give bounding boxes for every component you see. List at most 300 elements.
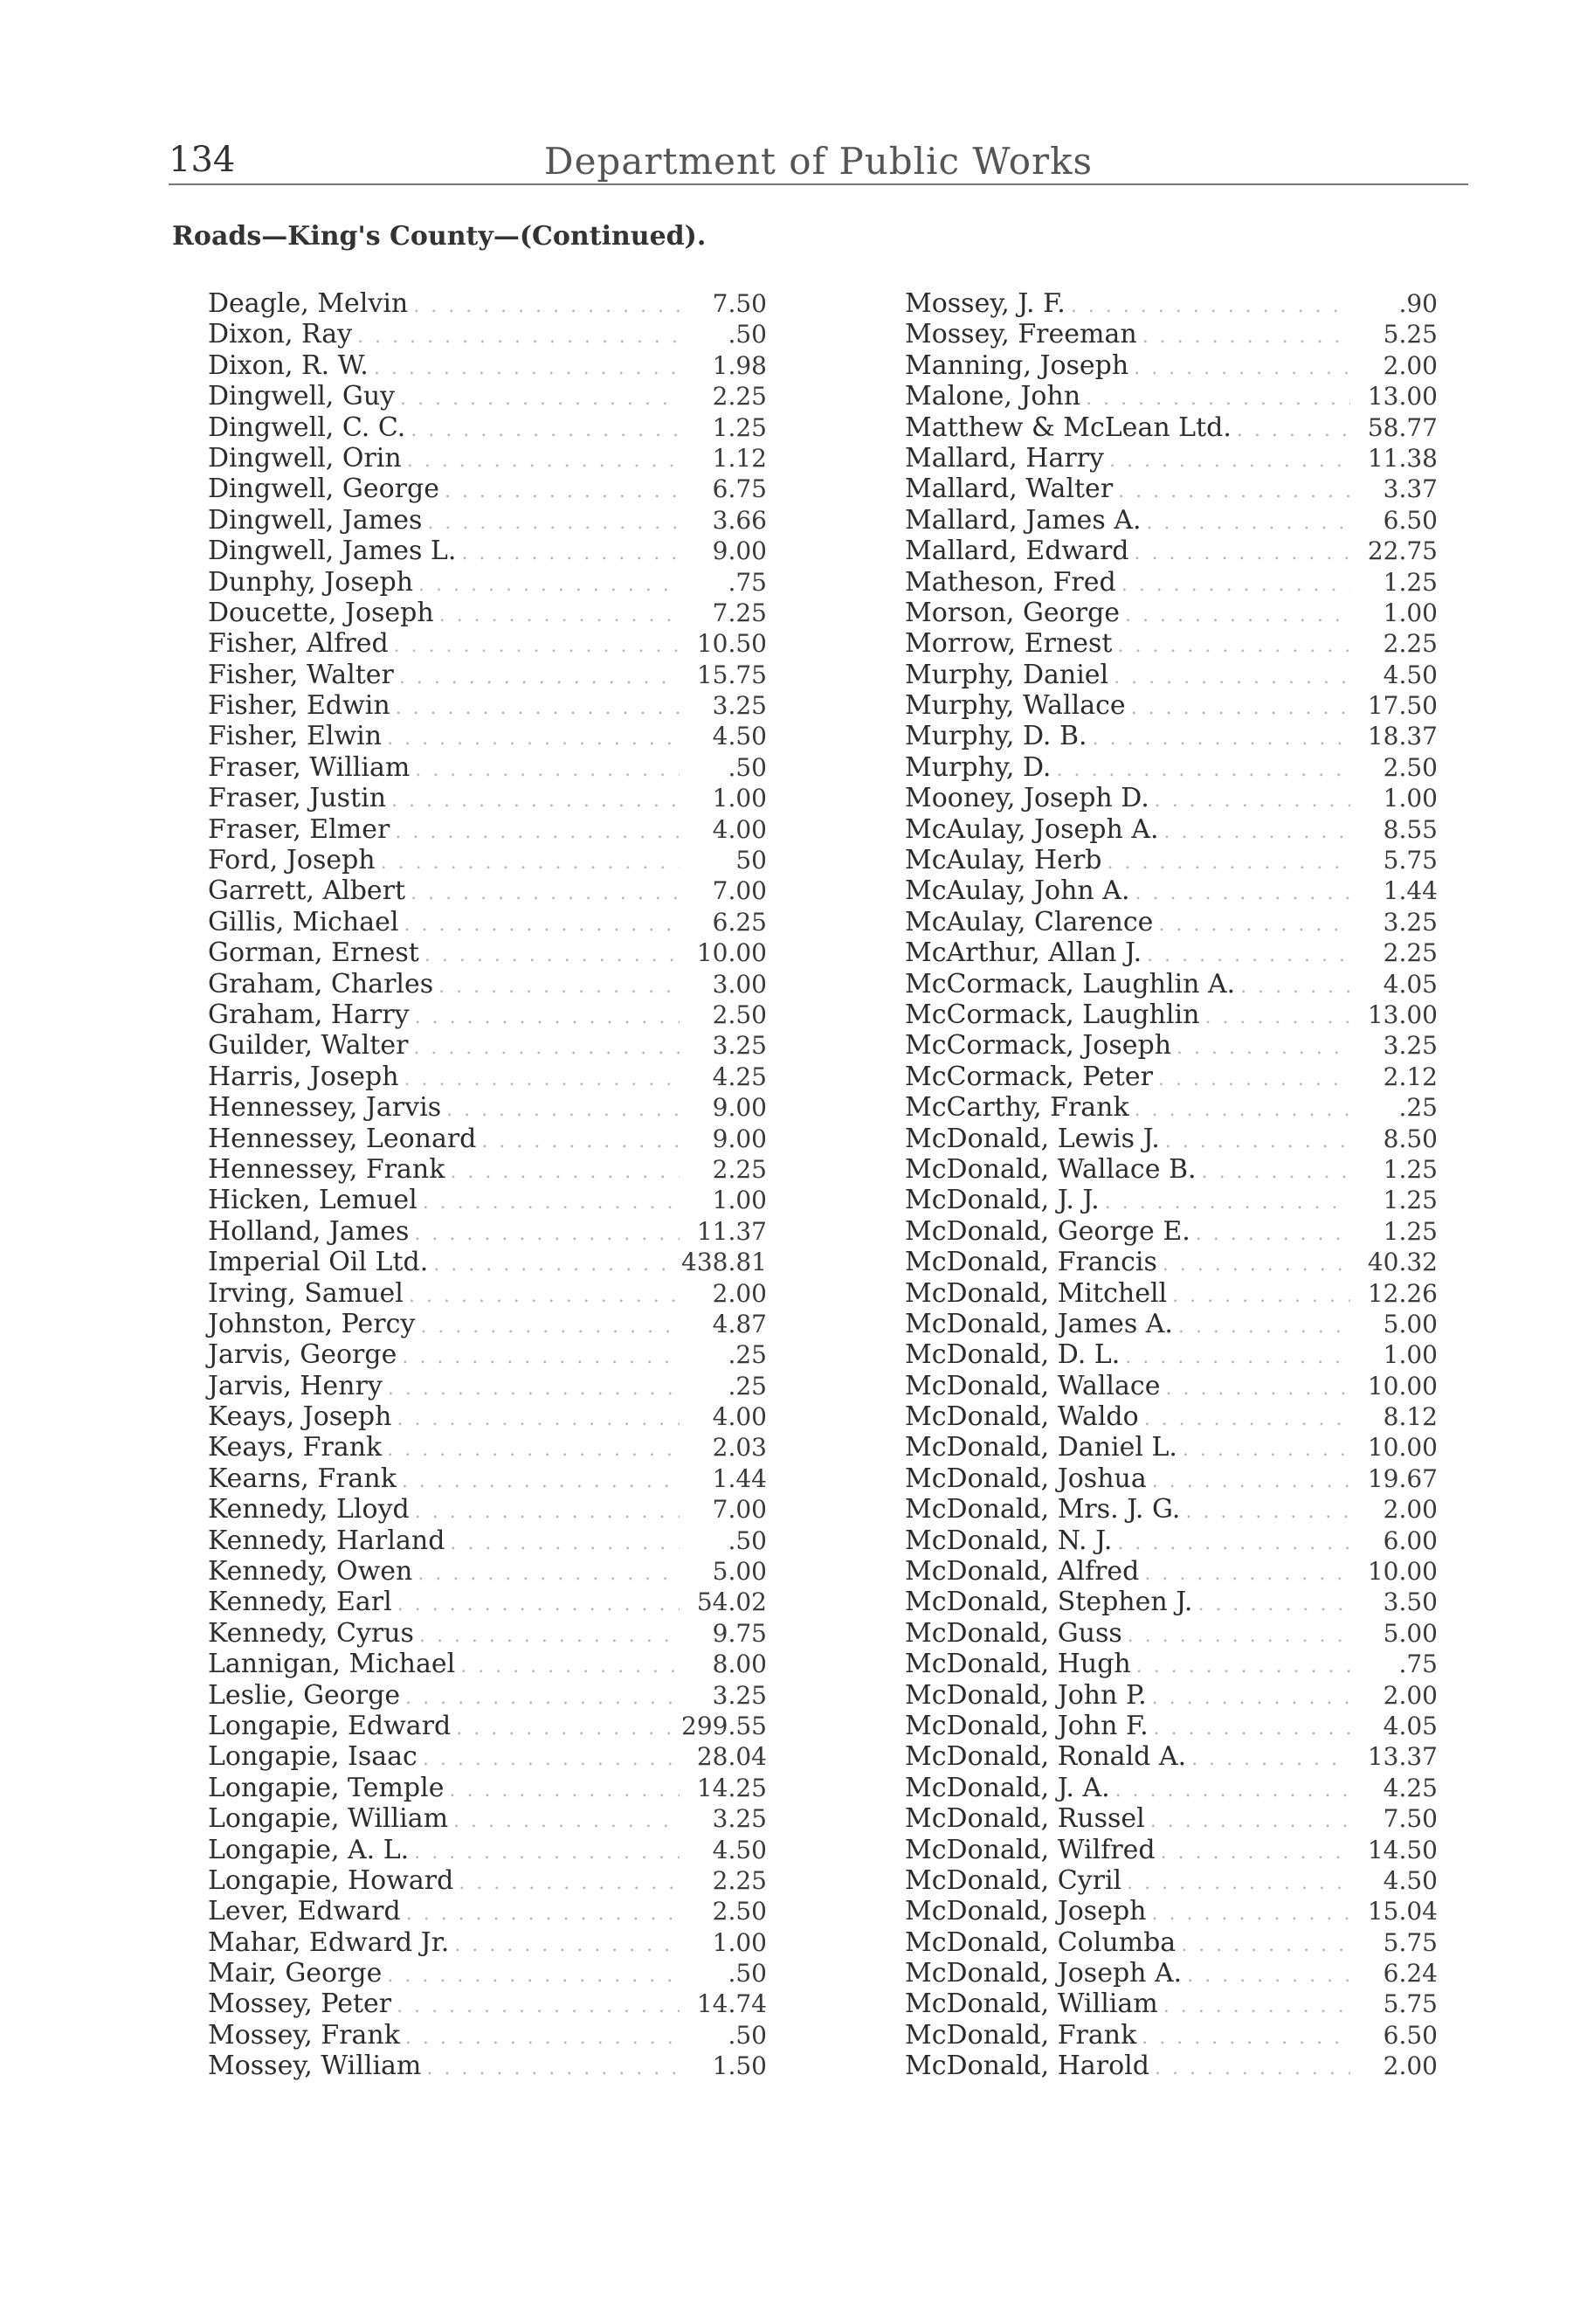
payment-amount: 2.25 [1383,629,1438,659]
dot-leader [1160,1126,1350,1157]
payee-name: Leslie, George [208,1679,401,1711]
payee-name: Johnston, Percy [208,1308,416,1339]
payee-name: McDonald, Waldo [905,1401,1139,1433]
payment-amount: 3.25 [1383,1031,1438,1061]
payment-amount: 1.00 [712,1186,767,1215]
ledger-row [905,1835,1438,1865]
dot-leader [386,785,680,816]
payee-name: Ford, Joseph [208,845,376,876]
dot-leader [1153,1064,1350,1095]
ledger-row [208,1803,767,1834]
payee-name: Garrett, Albert [208,875,406,907]
payment-amount: 2.00 [1383,1495,1438,1525]
payment-amount: 15.75 [696,660,767,689]
dot-leader [400,2023,680,2053]
payment-amount: 7.50 [712,289,767,318]
ledger-row [905,1773,1438,1803]
ledger-row [208,1062,767,1092]
payment-amount: 3.50 [1383,1587,1438,1617]
ledger-row [905,1432,1438,1463]
ledger-row [208,875,767,906]
payee-name: Longapie, Howard [208,1864,454,1896]
ledger-row [208,690,767,721]
payee-name: Fisher, Alfred [208,628,389,660]
dot-leader [1108,662,1350,693]
dot-leader [410,755,680,785]
ledger-row [208,1247,767,1277]
payment-amount: 5.25 [1383,320,1438,349]
payee-name: Doucette, Joseph [208,597,434,628]
payment-amount: 54.02 [696,1587,767,1617]
ledger-row [905,536,1438,566]
ledger-row [905,1247,1438,1277]
payee-name: McDonald, John F. [905,1710,1149,1741]
ledger-row [208,350,767,381]
payee-name: McAulay, Joseph A. [905,813,1159,845]
dot-leader [1235,972,1350,1002]
payment-amount: 10.00 [1367,1371,1438,1401]
payee-name: Murphy, Daniel [905,659,1109,690]
dot-leader [398,910,680,940]
dot-leader [1100,1187,1350,1218]
payment-amount: 4.05 [1383,1711,1438,1740]
payee-name: McCormack, Peter [905,1061,1154,1092]
payment-amount: 2.12 [1383,1062,1438,1091]
payee-name: Dingwell, C. C. [208,412,406,443]
payee-name: McCormack, Laughlin [905,999,1200,1030]
dot-leader [369,353,680,384]
payment-amount: .75 [1398,1650,1438,1679]
payee-name: Mossey, Frank [208,2019,400,2051]
payment-amount: 1.98 [712,350,767,380]
ledger-row [208,1030,767,1061]
dot-leader [399,1064,680,1095]
dot-leader [395,384,680,414]
ledger-row [208,1865,767,1896]
payee-name: McDonald, Wallace [905,1370,1161,1401]
dot-leader [1129,538,1350,569]
payee-name: Mahar, Edward Jr. [208,1926,450,1958]
payment-amount: .50 [728,2020,767,2050]
payee-name: Mallard, Walter [905,474,1114,505]
left-ledger-column [208,288,767,2082]
dot-leader [428,1249,680,1280]
payment-amount: 6.00 [1383,1525,1438,1555]
payment-amount: 1.25 [1383,1216,1438,1246]
payment-amount: .50 [728,320,767,349]
payment-amount: 2.00 [1383,1680,1438,1710]
payment-amount: .90 [1398,289,1438,318]
payment-amount: 1.25 [1383,567,1438,597]
payee-name: Lannigan, Michael [208,1649,456,1680]
dot-leader [1180,1497,1350,1527]
ledger-row [208,1309,767,1339]
ledger-row [208,1339,767,1370]
payment-amount: 9.00 [712,1124,767,1153]
payee-name: Dixon, Ray [208,319,353,350]
dot-leader [419,940,680,971]
payment-amount: 2.25 [1383,938,1438,968]
ledger-row [905,752,1438,783]
payee-name: McDonald, J. J. [905,1185,1100,1216]
ledger-row [208,845,767,875]
header-rule [169,183,1468,185]
payee-name: Keays, Frank [208,1432,383,1463]
ledger-row [905,474,1438,504]
ledger-row [208,1216,767,1247]
payment-amount: 2.00 [1383,350,1438,380]
dot-leader [1232,415,1350,446]
dot-leader [382,1961,680,1991]
ledger-row [208,783,767,813]
payee-name: Murphy, Wallace [905,690,1126,722]
dot-leader [1190,1219,1350,1249]
payee-name: Matheson, Fred [905,566,1116,598]
dot-leader [1159,817,1350,847]
ledger-row [905,1711,1438,1741]
payment-amount: 13.00 [1367,382,1438,412]
payee-name: Fisher, Walter [208,659,394,690]
payee-name: McAulay, Clarence [905,906,1154,937]
ledger-row [208,1525,767,1556]
ledger-row [905,567,1438,598]
page-header [169,140,1468,183]
payee-name: Holland, James [208,1215,410,1247]
payment-amount: 2.25 [712,1154,767,1184]
ledger-row [905,1124,1438,1154]
payee-name: McArthur, Allan J. [905,937,1142,969]
payment-amount: 1.25 [1383,1154,1438,1184]
payment-amount: 40.32 [1367,1248,1438,1277]
payee-name: Mallard, Edward [905,536,1129,567]
ledger-row [905,1865,1438,1896]
dot-leader [455,1651,680,1682]
payee-name: McCarthy, Frank [905,1092,1129,1124]
dot-leader [422,508,680,538]
ledger-row [208,1649,767,1679]
payee-name: McDonald, Wilfred [905,1834,1156,1865]
payment-amount: 14.50 [1367,1835,1438,1864]
payment-amount: 6.24 [1383,1959,1438,1989]
ledger-row [208,412,767,443]
dot-leader [413,570,680,600]
running-title: Department of Public Works [543,140,1094,183]
ledger-row [905,845,1438,875]
payee-name: McDonald, Ronald A. [905,1741,1187,1773]
payment-amount: 4.50 [1383,660,1438,689]
ledger-row [208,1927,767,1958]
payment-amount: 50 [735,846,767,875]
dot-leader [451,1713,680,1744]
payee-name: Graham, Charles [208,968,434,999]
payment-amount: 8.00 [712,1650,767,1679]
payee-name: Morrow, Ernest [905,628,1113,660]
payment-amount: 4.25 [1383,1773,1438,1802]
dot-leader [1156,1837,1350,1868]
ledger-row [208,1463,767,1494]
ledger-row [208,660,767,690]
payment-amount: 1.25 [1383,1186,1438,1215]
ledger-row [208,505,767,536]
ledger-row [905,1309,1438,1339]
payee-name: McDonald, Joseph [905,1896,1147,1927]
payee-name: McDonald, Frank [905,2019,1137,2051]
dot-leader [1110,1775,1350,1806]
dot-leader [391,1991,680,2022]
payee-name: McAulay, John A. [905,875,1130,907]
dot-leader [410,1002,680,1033]
ledger-row [208,1278,767,1309]
payee-name: Fraser, Elmer [208,813,390,845]
payment-amount: 19.67 [1367,1463,1438,1493]
dot-leader [397,1342,680,1373]
ledger-row [905,1587,1438,1617]
payee-name: McDonald, Daniel L. [905,1432,1177,1463]
dot-leader [1128,353,1350,384]
payment-amount: 4.50 [712,1835,767,1864]
payment-amount: 13.37 [1367,1742,1438,1772]
dot-leader [1158,1991,1350,2022]
payment-amount: 5.75 [1383,1927,1438,1957]
payment-amount: 3.00 [712,969,767,999]
dot-leader [1139,1559,1350,1589]
payee-name: McDonald, Cyril [905,1864,1122,1896]
ledger-row [905,875,1438,906]
dot-leader [397,1466,680,1497]
payee-name: Hicken, Lemuel [208,1185,417,1216]
dot-leader [1101,847,1350,878]
payee-name: McDonald, Mitchell [905,1277,1168,1309]
ledger-row [208,814,767,845]
dot-leader [439,476,680,507]
payee-name: McDonald, Joshua [905,1463,1147,1494]
dot-leader [415,1311,680,1342]
payment-amount: .75 [728,567,767,597]
dot-leader [433,972,680,1002]
ledger-row [208,1711,767,1741]
dot-leader [1149,1713,1350,1744]
dot-leader [1146,1899,1350,1929]
ledger-row [905,628,1438,659]
ledger-row [905,2020,1438,2051]
payment-amount: 4.50 [1383,1865,1438,1895]
payee-name: McDonald, James A. [905,1308,1173,1339]
payee-name: Mair, George [208,1958,383,1989]
ledger-row [905,783,1438,813]
payee-name: McDonald, Lewis J. [905,1123,1160,1154]
dot-leader [1147,1466,1350,1497]
ledger-row [208,937,767,968]
dot-leader [408,1033,680,1063]
payee-name: McCormack, Laughlin A. [905,968,1236,999]
payee-name: Jarvis, George [208,1339,397,1371]
dot-leader [1167,1281,1350,1311]
dot-leader [1199,1002,1350,1033]
ledger-row [905,1185,1438,1215]
dot-leader [1121,1868,1350,1899]
dot-leader [412,1559,680,1589]
ledger-row [905,598,1438,628]
ledger-row [905,443,1438,474]
payment-amount: 3.25 [712,1680,767,1710]
ledger-row [905,814,1438,845]
payment-amount: 6.50 [1383,505,1438,535]
dot-leader [441,1095,680,1125]
dot-leader [1129,1095,1350,1125]
payment-amount: 28.04 [696,1742,767,1772]
payment-amount: 5.75 [1383,846,1438,875]
payee-name: Dingwell, George [208,474,439,505]
payment-amount: 11.37 [696,1216,767,1246]
ledger-row [905,1525,1438,1556]
dot-leader [1131,1651,1350,1682]
ledger-row [208,1587,767,1617]
payment-amount: 1.44 [712,1463,767,1493]
ledger-row [905,1339,1438,1370]
dot-leader [453,1868,680,1899]
ledger-row [905,1896,1438,1926]
payment-amount: 3.25 [1383,907,1438,937]
dot-leader [405,878,680,909]
payee-name: McDonald, Francis [905,1247,1157,1278]
section-heading: Roads—King's County—(Continued). [172,221,707,252]
ledger-row [208,598,767,628]
payee-name: Harris, Joseph [208,1061,399,1092]
dot-leader [1149,2053,1350,2084]
payee-name: Mossey, Peter [208,1989,392,2020]
dot-leader [444,1775,680,1806]
payment-amount: 22.75 [1367,536,1438,566]
ledger-row [208,1618,767,1649]
ledger-row [905,1092,1438,1123]
payee-name: Fraser, William [208,751,411,783]
payment-amount: 2.03 [712,1433,767,1463]
ledger-row [208,319,767,349]
ledger-row [208,628,767,659]
dot-leader [1126,693,1350,723]
payee-name: McDonald, Guss [905,1617,1122,1649]
ledger-row [905,1556,1438,1587]
ledger-row [208,1989,767,2019]
payee-name: Guilder, Walter [208,1030,409,1062]
payment-amount: 2.50 [712,1897,767,1926]
dot-leader [389,631,680,661]
dot-leader [1139,1404,1350,1435]
payment-amount: 438.81 [681,1248,767,1277]
ledger-row [208,381,767,412]
dot-leader [1130,878,1351,909]
payment-amount: 10.00 [1367,1557,1438,1587]
payee-name: Deagle, Melvin [208,288,409,319]
payment-amount: 7.50 [1383,1804,1438,1834]
payment-amount: .25 [1398,1093,1438,1123]
dot-leader [1177,1435,1350,1465]
page-number: 134 [169,140,236,180]
ledger-row [208,1958,767,1989]
payee-name: McDonald, N. J. [905,1525,1113,1556]
payment-amount: 6.25 [712,907,767,937]
payment-amount: 3.25 [712,1804,767,1834]
payee-name: Fisher, Edwin [208,690,390,722]
payment-amount: 1.50 [712,2051,767,2081]
payment-amount: 2.00 [712,1278,767,1308]
payee-name: McDonald, Russel [905,1803,1145,1835]
dot-leader [421,2053,680,2084]
payee-name: McCormack, Joseph [905,1030,1172,1062]
payee-name: Imperial Oil Ltd. [208,1247,429,1278]
payee-name: McDonald, Columba [905,1926,1177,1958]
payee-name: Irving, Samuel [208,1277,404,1309]
payment-amount: 1.00 [1383,1340,1438,1370]
payee-name: Morson, George [905,597,1121,628]
payee-name: Graham, Harry [208,999,410,1030]
dot-leader [401,1899,680,1929]
payment-amount: 13.00 [1367,999,1438,1029]
payee-name: McDonald, Alfred [905,1556,1140,1587]
payee-name: Fraser, Justin [208,783,387,814]
ledger-row [905,1216,1438,1247]
dot-leader [434,600,680,631]
payment-amount: 7.00 [712,876,767,906]
payment-amount: 4.00 [712,1402,767,1432]
dot-leader [448,1806,680,1836]
ledger-row [208,1432,767,1463]
dot-leader [1173,1311,1350,1342]
payee-name: Mallard, Harry [905,442,1104,474]
dot-leader [390,693,680,723]
payment-amount: 1.44 [1383,876,1438,906]
payee-name: McDonald, Stephen J. [905,1587,1193,1618]
dot-leader [1142,508,1350,538]
dot-leader [1176,1930,1350,1961]
payment-amount: 1.00 [712,1927,767,1957]
dot-leader [1153,910,1350,940]
ledger-row [208,1092,767,1123]
dot-leader [400,1683,680,1713]
ledger-row [905,381,1438,412]
ledger-row [208,752,767,783]
payment-amount: 8.50 [1383,1124,1438,1153]
payee-name: Fisher, Elwin [208,721,383,752]
ledger-row [905,1154,1438,1185]
payee-name: Dingwell, Guy [208,381,396,412]
payment-amount: 2.50 [1383,752,1438,782]
payee-name: Malone, John [905,381,1081,412]
dot-leader [1149,785,1350,816]
dot-leader [1112,1528,1350,1559]
payee-name: McDonald, William [905,1989,1158,2020]
payment-amount: 4.00 [712,814,767,844]
payee-name: Murphy, D. [905,751,1052,783]
payment-amount: 3.66 [712,505,767,535]
payment-amount: 17.50 [1367,691,1438,721]
ledger-row [208,1401,767,1432]
payee-name: Manning, Joseph [905,349,1129,381]
ledger-row [905,1803,1438,1834]
ledger-row [208,1185,767,1215]
ledger-row [905,999,1438,1030]
dot-leader [409,1837,680,1868]
payee-name: Kennedy, Earl [208,1587,392,1618]
dot-leader [410,1497,680,1527]
ledger-row [905,1741,1438,1772]
ledger-row [208,2051,767,2081]
payment-amount: 9.00 [712,536,767,566]
dot-leader [1182,1961,1350,1991]
payment-amount: 58.77 [1367,412,1438,442]
payee-name: Dixon, R. W. [208,349,369,381]
dot-leader [1122,1621,1350,1651]
